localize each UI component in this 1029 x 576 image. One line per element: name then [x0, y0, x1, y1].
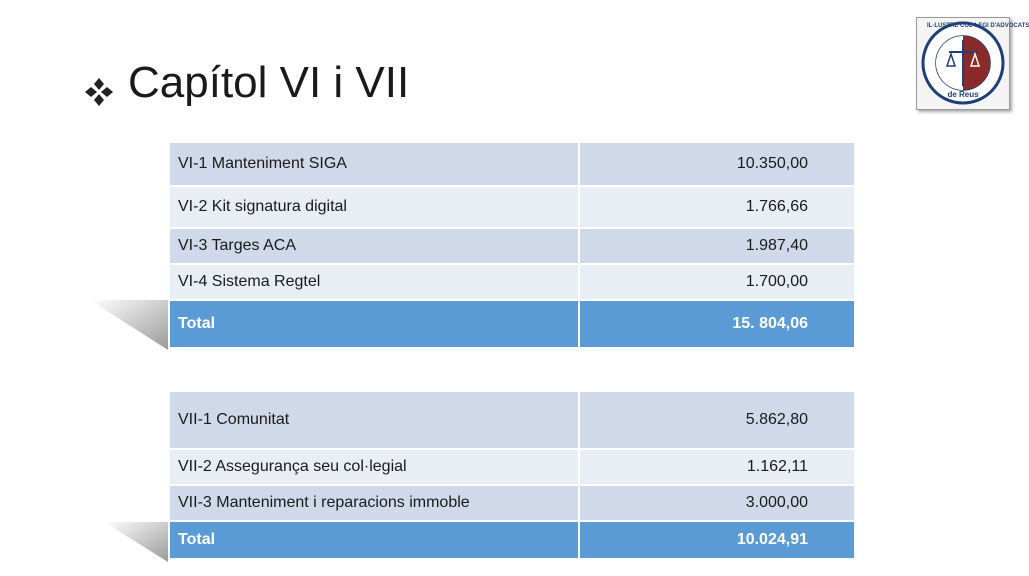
row-label: VII-3 Manteniment i reparacions immoble	[169, 485, 579, 521]
row-amount: 1.700,00	[579, 264, 855, 300]
total-row	[169, 521, 855, 559]
row-label: VI-2 Kit signatura digital	[169, 186, 579, 228]
row-label: VI-1 Manteniment SIGA	[169, 142, 579, 186]
total-label: Total	[169, 521, 579, 559]
total-amount: 10.024,91	[579, 521, 855, 559]
row-amount: 5.862,80	[579, 391, 855, 449]
chapter-vii-table	[168, 390, 856, 560]
total-amount: 15. 804,06	[579, 300, 855, 348]
row-amount: 3.000,00	[579, 485, 855, 521]
table-row	[169, 485, 855, 521]
four-diamond-bullet-icon	[84, 68, 114, 98]
logo-text-top: IL·LUSTRE COL·LEGI D'ADVOCATS	[927, 23, 1029, 29]
row-label: VI-4 Sistema Regtel	[169, 264, 579, 300]
row-amount: 1.766,66	[579, 186, 855, 228]
total-label: Total	[169, 300, 579, 348]
slide-title	[84, 58, 409, 108]
table-row	[169, 391, 855, 449]
row-label: VII-2 Assegurança seu col·legial	[169, 449, 579, 485]
table-row	[169, 228, 855, 264]
table-shadow-decoration	[104, 520, 170, 564]
total-row	[169, 300, 855, 348]
table-row	[169, 449, 855, 485]
table-row	[169, 264, 855, 300]
bar-association-logo	[916, 17, 1029, 110]
slide-title-text: Capítol VI i VII	[128, 58, 410, 107]
row-amount: 1.987,40	[579, 228, 855, 264]
row-label: VII-1 Comunitat	[169, 391, 579, 449]
table-row	[169, 186, 855, 228]
logo-text-bottom: de Reus	[947, 90, 979, 99]
row-amount: 1.162,11	[579, 449, 855, 485]
table-shadow-decoration	[90, 298, 170, 352]
chapter-vi-table	[168, 141, 856, 349]
row-amount: 10.350,00	[579, 142, 855, 186]
table-row	[169, 142, 855, 186]
row-label: VI-3 Targes ACA	[169, 228, 579, 264]
